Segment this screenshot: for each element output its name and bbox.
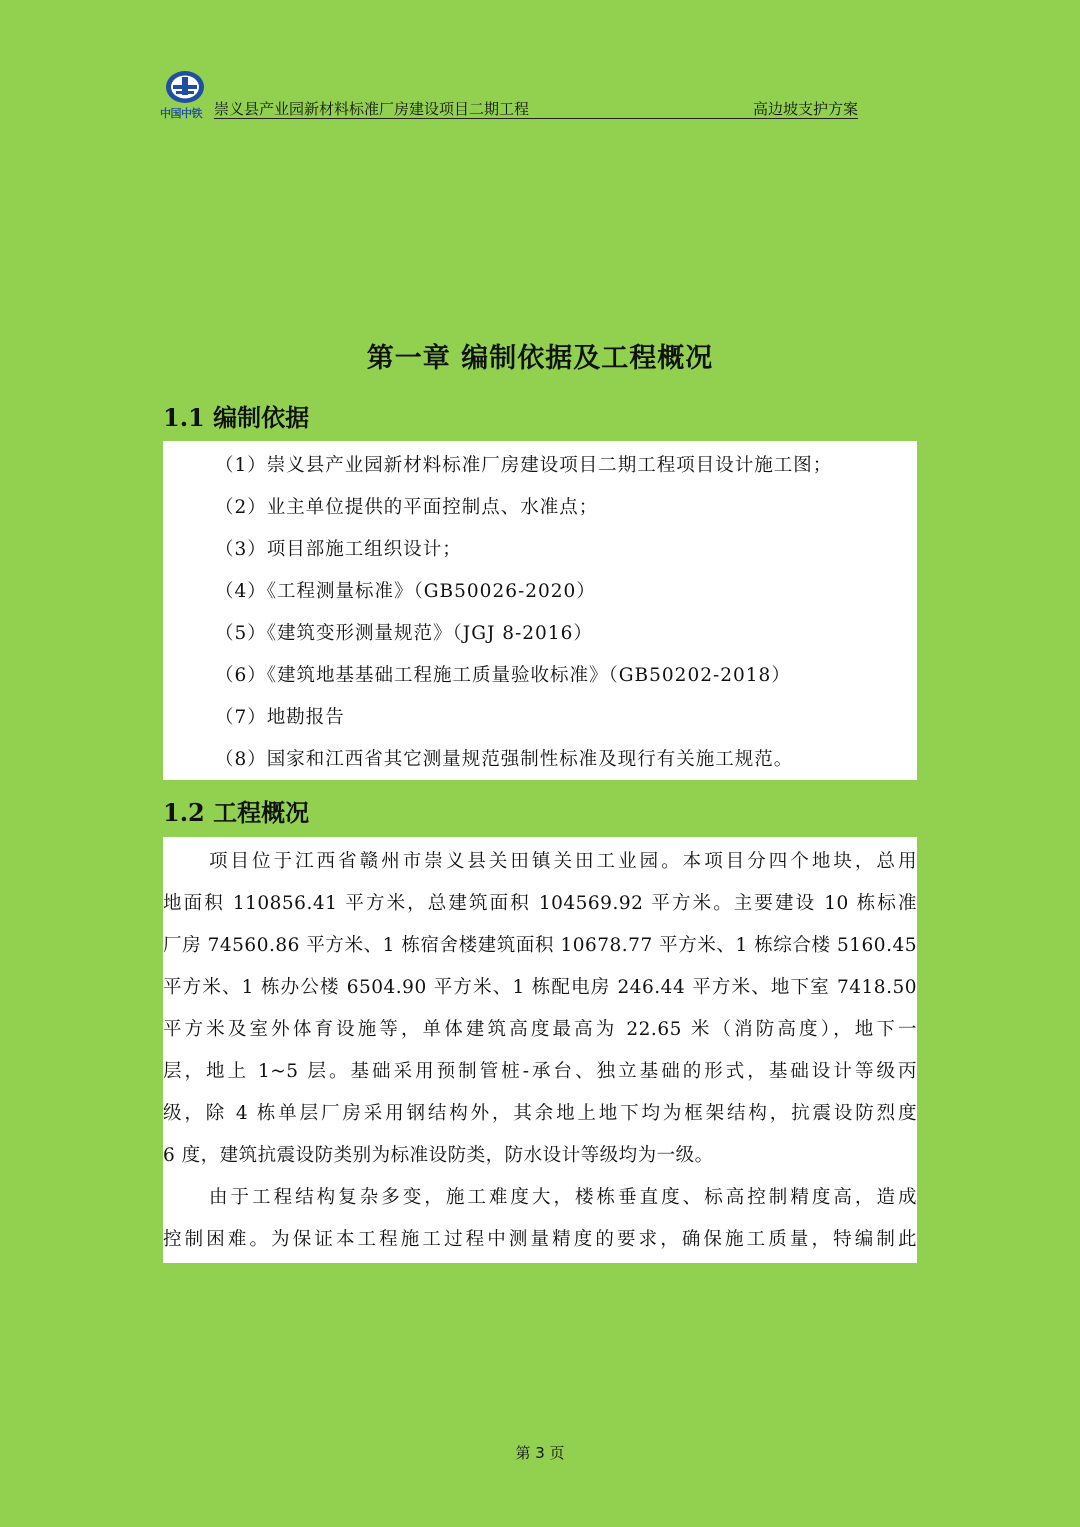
list-item: （7）地勘报告 xyxy=(215,707,345,728)
chapter-title: 第一章 编制依据及工程概况 xyxy=(366,343,714,374)
paragraph-line: 项目位于江西省赣州市崇义县关田镇关田工业园。本项目分四个地块，总用 xyxy=(209,851,917,872)
header-project-title: 崇义县产业园新材料标准厂房建设项目二期工程 xyxy=(214,100,530,118)
page-number: 第 3 页 xyxy=(515,1444,565,1462)
paragraph-line: 6 度，建筑抗震设防类别为标准设防类，防水设计等级均为一级。 xyxy=(163,1145,714,1166)
paragraph-line: 由于工程结构复杂多变，施工难度大，楼栋垂直度、标高控制精度高，造成 xyxy=(209,1187,917,1208)
header-divider xyxy=(214,118,858,119)
list-item: （4）《工程测量标准》（GB50026-2020） xyxy=(215,581,596,602)
list-item: （3）项目部施工组织设计； xyxy=(215,539,462,560)
list-item: （2）业主单位提供的平面控制点、水准点； xyxy=(215,497,599,518)
list-item: （5）《建筑变形测量规范》（JGJ 8-2016） xyxy=(215,623,593,644)
basis-list-box xyxy=(163,441,917,780)
crcc-logo-icon xyxy=(164,70,206,104)
list-item: （1）崇义县产业园新材料标准厂房建设项目二期工程项目设计施工图； xyxy=(215,455,833,476)
list-item: （8）国家和江西省其它测量规范强制性标准及现行有关施工规范。 xyxy=(215,749,794,770)
paragraph-line: 地面积 110856.41 平方米，总建筑面积 104569.92 平方米。主要建设 10 栋标准 xyxy=(163,893,917,914)
paragraph-line: 平方米及室外体育设施等，单体建筑高度最高为 22.65 米（消防高度），地下一 xyxy=(163,1019,917,1040)
company-logo xyxy=(160,70,212,120)
paragraph-line: 控制困难。为保证本工程施工过程中测量精度的要求，确保施工质量，特编制此 xyxy=(163,1229,917,1250)
paragraph-line: 厂房 74560.86 平方米、1 栋宿舍楼建筑面积 10678.77 平方米、1 栋综合楼 5160.45 xyxy=(163,935,917,956)
list-item: （6）《建筑地基基础工程施工质量验收标准》（GB50202-2018） xyxy=(215,665,791,686)
paragraph-line: 层，地上 1~5 层。基础采用预制管桩-承台、独立基础的形式，基础设计等级丙 xyxy=(163,1061,917,1082)
page-header xyxy=(160,70,858,120)
logo-text: 中国中铁 xyxy=(160,107,202,120)
overview-text-box xyxy=(163,837,917,1263)
paragraph-line: 平方米、1 栋办公楼 6504.90 平方米、1 栋配电房 246.44 平方米、地下室 7418.50 xyxy=(163,977,917,998)
section-heading-overview: 1.2 工程概况 xyxy=(163,798,310,827)
paragraph-line: 级，除 4 栋单层厂房采用钢结构外，其余地上地下均为框架结构，抗震设防烈度 xyxy=(163,1103,917,1124)
section-heading-basis: 1.1 编制依据 xyxy=(163,403,310,432)
header-document-title: 高边坡支护方案 xyxy=(752,100,858,118)
